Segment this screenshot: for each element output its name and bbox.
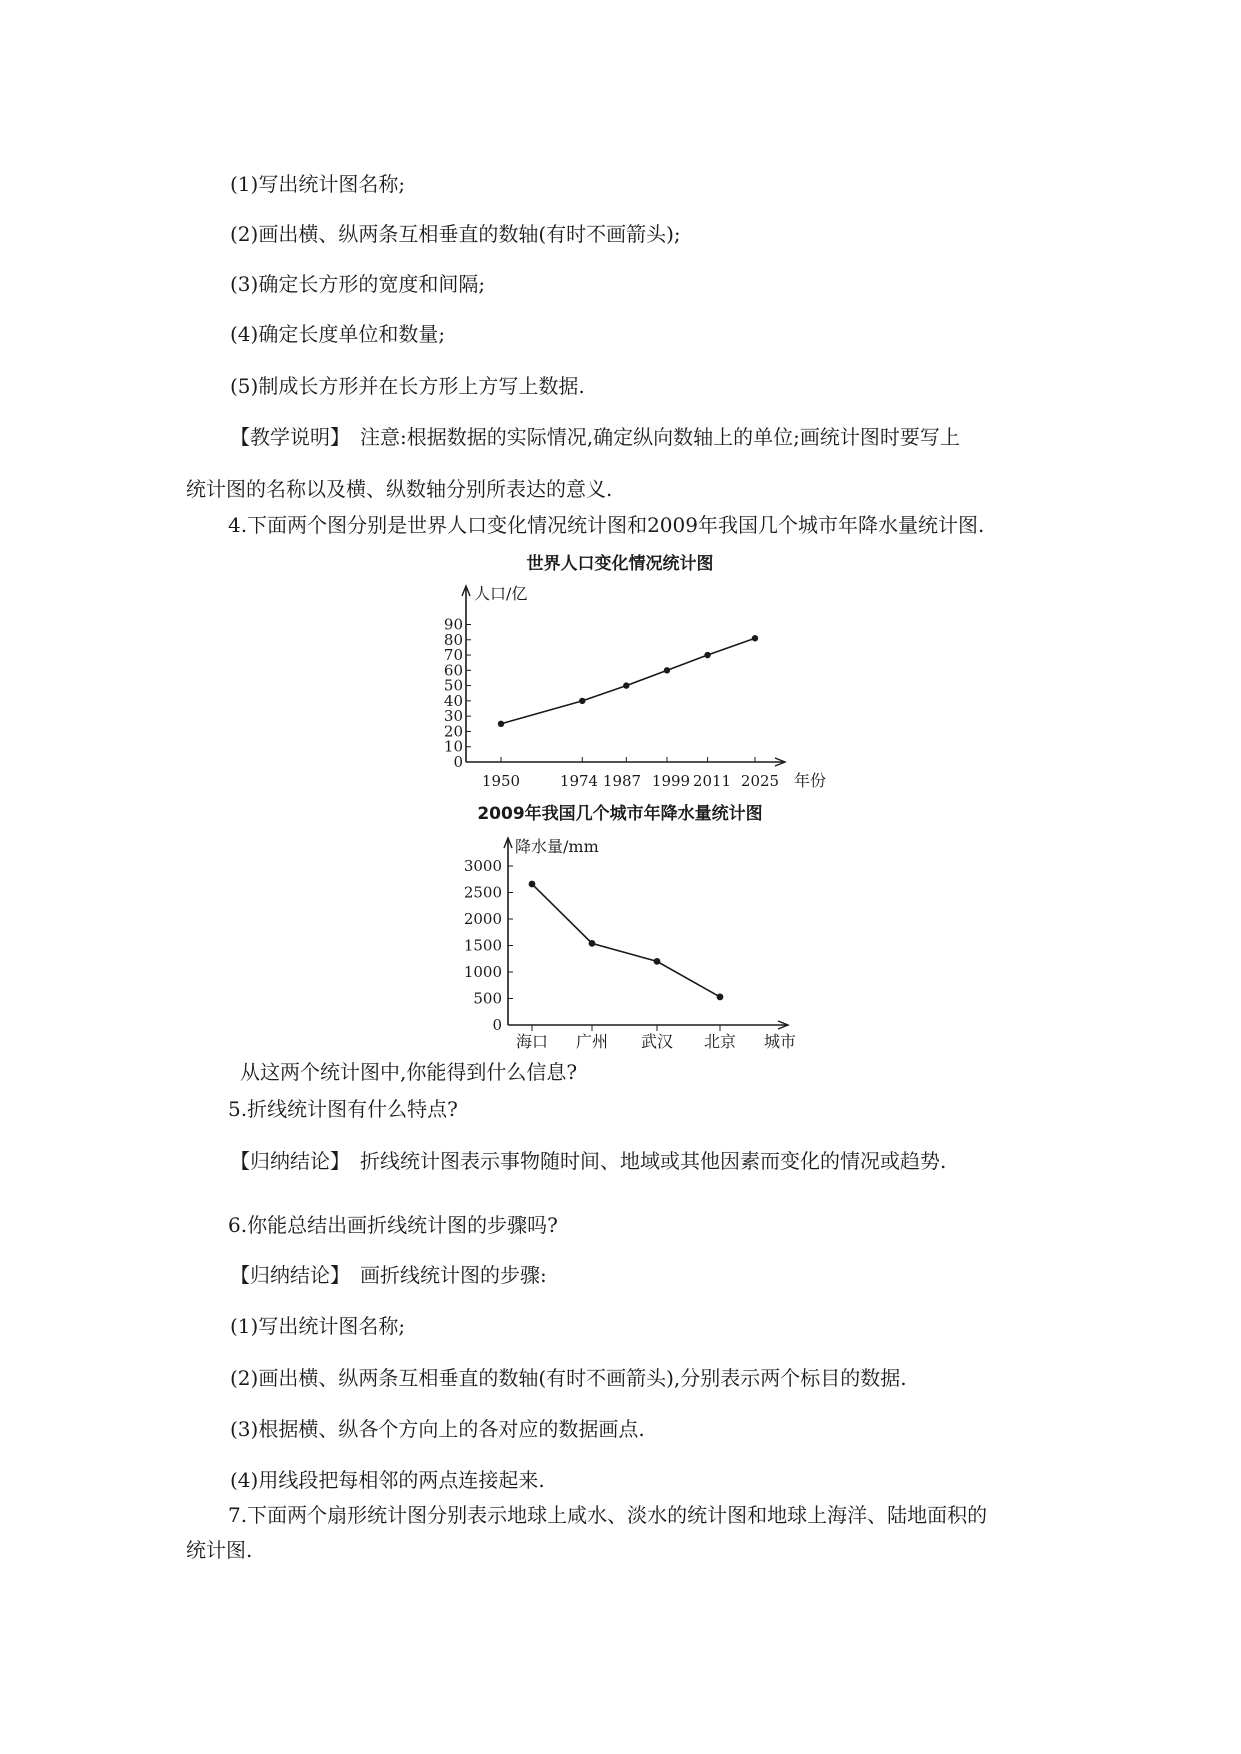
y-tick-label: 2000: [463, 910, 502, 928]
x-tick-label: 1950: [481, 772, 521, 790]
y-tick-label: 0: [492, 1016, 502, 1034]
x-axis-label: 年份: [794, 771, 827, 790]
chart2-title: 2009年我国几个城市年降水量统计图: [477, 804, 763, 824]
question-4-prompt: 从这两个统计图中,你能得到什么信息?: [240, 1060, 578, 1084]
conclusion-1: 【归纳结论】 折线统计图表示事物随时间、地域或其他因素而变化的情况或趋势.: [230, 1149, 947, 1173]
y-tick-label: 30: [443, 707, 463, 726]
teaching-note-line2: 统计图的名称以及横、纵数轴分别所表达的意义.: [186, 477, 613, 501]
step-item: (3)根据横、纵各个方向上的各对应的数据画点.: [230, 1417, 645, 1441]
y-tick-label: 1000: [463, 963, 502, 981]
step-item: (2)画出横、纵两条互相垂直的数轴(有时不画箭头);: [230, 222, 681, 246]
y-tick-label: 1500: [463, 936, 502, 955]
x-tick-label: 1987: [602, 772, 642, 790]
y-tick-label: 60: [443, 661, 463, 680]
conclusion-2: 【归纳结论】 画折线统计图的步骤:: [230, 1263, 547, 1287]
y-tick-label: 10: [443, 737, 463, 756]
step-item: (2)画出横、纵两条互相垂直的数轴(有时不画箭头),分别表示两个标目的数据.: [230, 1366, 907, 1390]
y-tick-label: 90: [443, 615, 463, 634]
x-tick-label: 海口: [515, 1032, 549, 1051]
y-tick-label: 500: [473, 989, 502, 1008]
y-tick-label: 20: [443, 722, 463, 741]
question-5: 5.折线统计图有什么特点?: [228, 1097, 458, 1121]
data-point: [654, 958, 661, 965]
x-axis-label: 城市: [763, 1032, 797, 1051]
step-item: (5)制成长方形并在长方形上方写上数据.: [230, 374, 585, 398]
y-tick-label: 3000: [463, 857, 502, 875]
y-tick-label: 50: [443, 676, 463, 695]
question-4: 4.下面两个图分别是世界人口变化情况统计图和2009年我国几个城市年降水量统计图.: [228, 513, 985, 537]
series-line: [532, 884, 720, 997]
data-point: [589, 940, 596, 947]
question-7-line2: 统计图.: [186, 1538, 253, 1562]
y-axis-label: 人口/亿: [474, 584, 528, 603]
y-tick-label: 0: [453, 753, 463, 771]
step-item: (1)写出统计图名称;: [230, 172, 406, 196]
y-tick-label: 70: [443, 646, 463, 665]
x-tick-label: 1999: [651, 772, 691, 790]
x-tick-label: 2025: [740, 772, 780, 790]
step-item: (1)写出统计图名称;: [230, 1314, 406, 1338]
step-item: (3)确定长方形的宽度和间隔;: [230, 272, 486, 296]
step-item: (4)用线段把每相邻的两点连接起来.: [230, 1468, 545, 1492]
x-tick-label: 2011: [692, 772, 732, 790]
x-tick-label: 武汉: [640, 1032, 674, 1051]
question-6: 6.你能总结出画折线统计图的步骤吗?: [228, 1213, 558, 1237]
y-axis-label: 降水量/mm: [515, 837, 599, 856]
y-tick-label: 2500: [463, 883, 502, 902]
x-tick-label: 北京: [703, 1032, 737, 1051]
x-tick-label: 1974: [559, 772, 599, 790]
data-point: [529, 881, 536, 888]
chart1-title: 世界人口变化情况统计图: [526, 554, 714, 574]
teaching-note-line1: 【教学说明】 注意:根据数据的实际情况,确定纵向数轴上的单位;画统计图时要写上: [230, 425, 960, 449]
data-point: [717, 994, 724, 1001]
y-tick-label: 80: [443, 630, 463, 649]
step-item: (4)确定长度单位和数量;: [230, 322, 446, 346]
question-7-line1: 7.下面两个扇形统计图分别表示地球上咸水、淡水的统计图和地球上海洋、陆地面积的: [228, 1503, 988, 1527]
x-tick-label: 广州: [575, 1032, 609, 1051]
y-tick-label: 40: [443, 691, 463, 710]
